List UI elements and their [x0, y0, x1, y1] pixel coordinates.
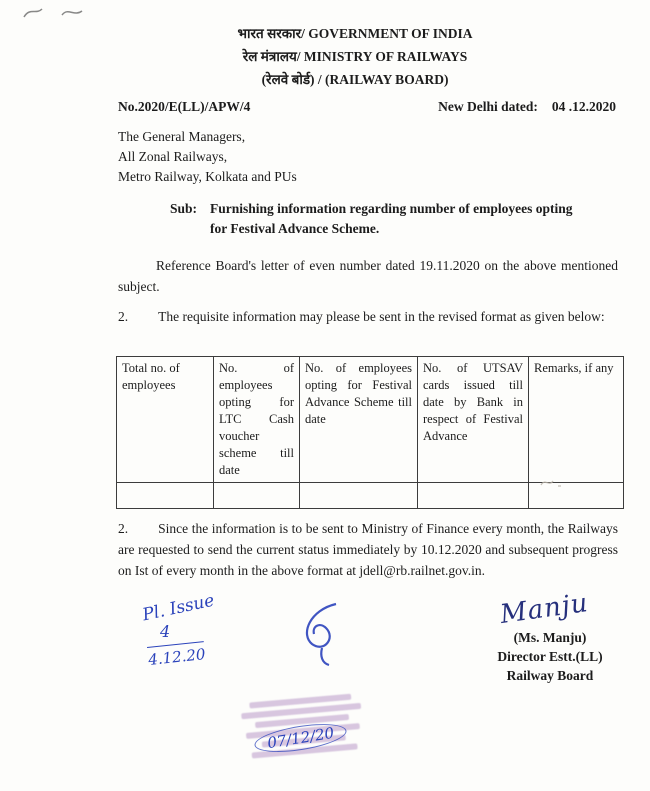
paragraph-number: 2.	[118, 309, 129, 324]
railway-board-line: (रेलवे बोर्ड) / (RAILWAY BOARD)	[261, 72, 449, 87]
format-paragraph	[118, 306, 618, 327]
government-line: भारत सरकार/ GOVERNMENT OF INDIA	[237, 26, 473, 41]
paragraph-text: Since the information is to be sent to Ministry of Finance every month, the Railways are requested to send the current status immediately by 10.12.2020 and subsequent progress on Ist of every month in the above format at jdell@rb.railnet.gov.in.	[118, 521, 618, 578]
signatory-title: Director Estt.(LL)	[497, 649, 603, 664]
subject-block	[170, 199, 580, 239]
table-header-cell: Total no. of employees	[117, 357, 214, 483]
closing-paragraph	[118, 518, 618, 581]
stamp-handwritten-date: 07/12/20	[253, 719, 349, 757]
ministry-line: रेल मंत्रालय/ MINISTRY OF RAILWAYS	[242, 49, 468, 64]
table-cell	[117, 483, 214, 509]
subject-label: Sub:	[170, 201, 198, 216]
paragraph-text: The requisite information may please be sent in the revised format as given below:	[158, 309, 605, 324]
addressee-line: Metro Railway, Kolkata and PUs	[118, 169, 297, 184]
table-header-row	[117, 357, 624, 483]
addressee-block	[118, 127, 297, 187]
date-label: New Delhi dated:	[438, 99, 538, 114]
handwritten-note-date: 4.12.20	[147, 641, 206, 669]
handwritten-scribble-icon	[292, 600, 352, 670]
signatory-name: (Ms. Manju)	[513, 630, 587, 645]
signature-block	[468, 628, 632, 685]
letterhead	[90, 22, 620, 91]
scan-noise-marks	[22, 4, 92, 22]
signature-script: Manju	[498, 587, 591, 631]
addressee-line: The General Managers,	[118, 129, 246, 144]
reference-row	[118, 99, 616, 115]
pencil-mark	[538, 476, 568, 490]
table-cell	[214, 483, 300, 509]
table-header-cell: No. of employees opting for Festival Advance Scheme till date	[300, 357, 418, 483]
handwritten-note-initial: 4	[160, 622, 171, 641]
table-header-cell: Remarks, if any	[529, 357, 624, 483]
subject-text: Furnishing information regarding number of employees opting for Festival Advance Scheme.	[210, 201, 573, 236]
letter-number: No.2020/E(LL)/APW/4	[118, 99, 251, 114]
handwritten-note-issue: Pl. Issue	[140, 590, 217, 626]
signatory-org: Railway Board	[506, 668, 594, 683]
table-header-cell: No. of employees opting for LTC Cash voucher scheme till date	[214, 357, 300, 483]
table-cell	[300, 483, 418, 509]
date-value: 04 .12.2020	[551, 99, 616, 114]
date-line	[438, 99, 616, 115]
table-header-cell: No. of UTSAV cards issued till date by Bank in respect of Festival Advance	[418, 357, 529, 483]
reference-paragraph: Reference Board's letter of even number dated 19.11.2020 on the above mentioned subject.	[118, 258, 618, 294]
table-cell	[418, 483, 529, 509]
addressee-line: All Zonal Railways,	[118, 149, 228, 164]
paragraph-number: 2.	[118, 521, 129, 536]
